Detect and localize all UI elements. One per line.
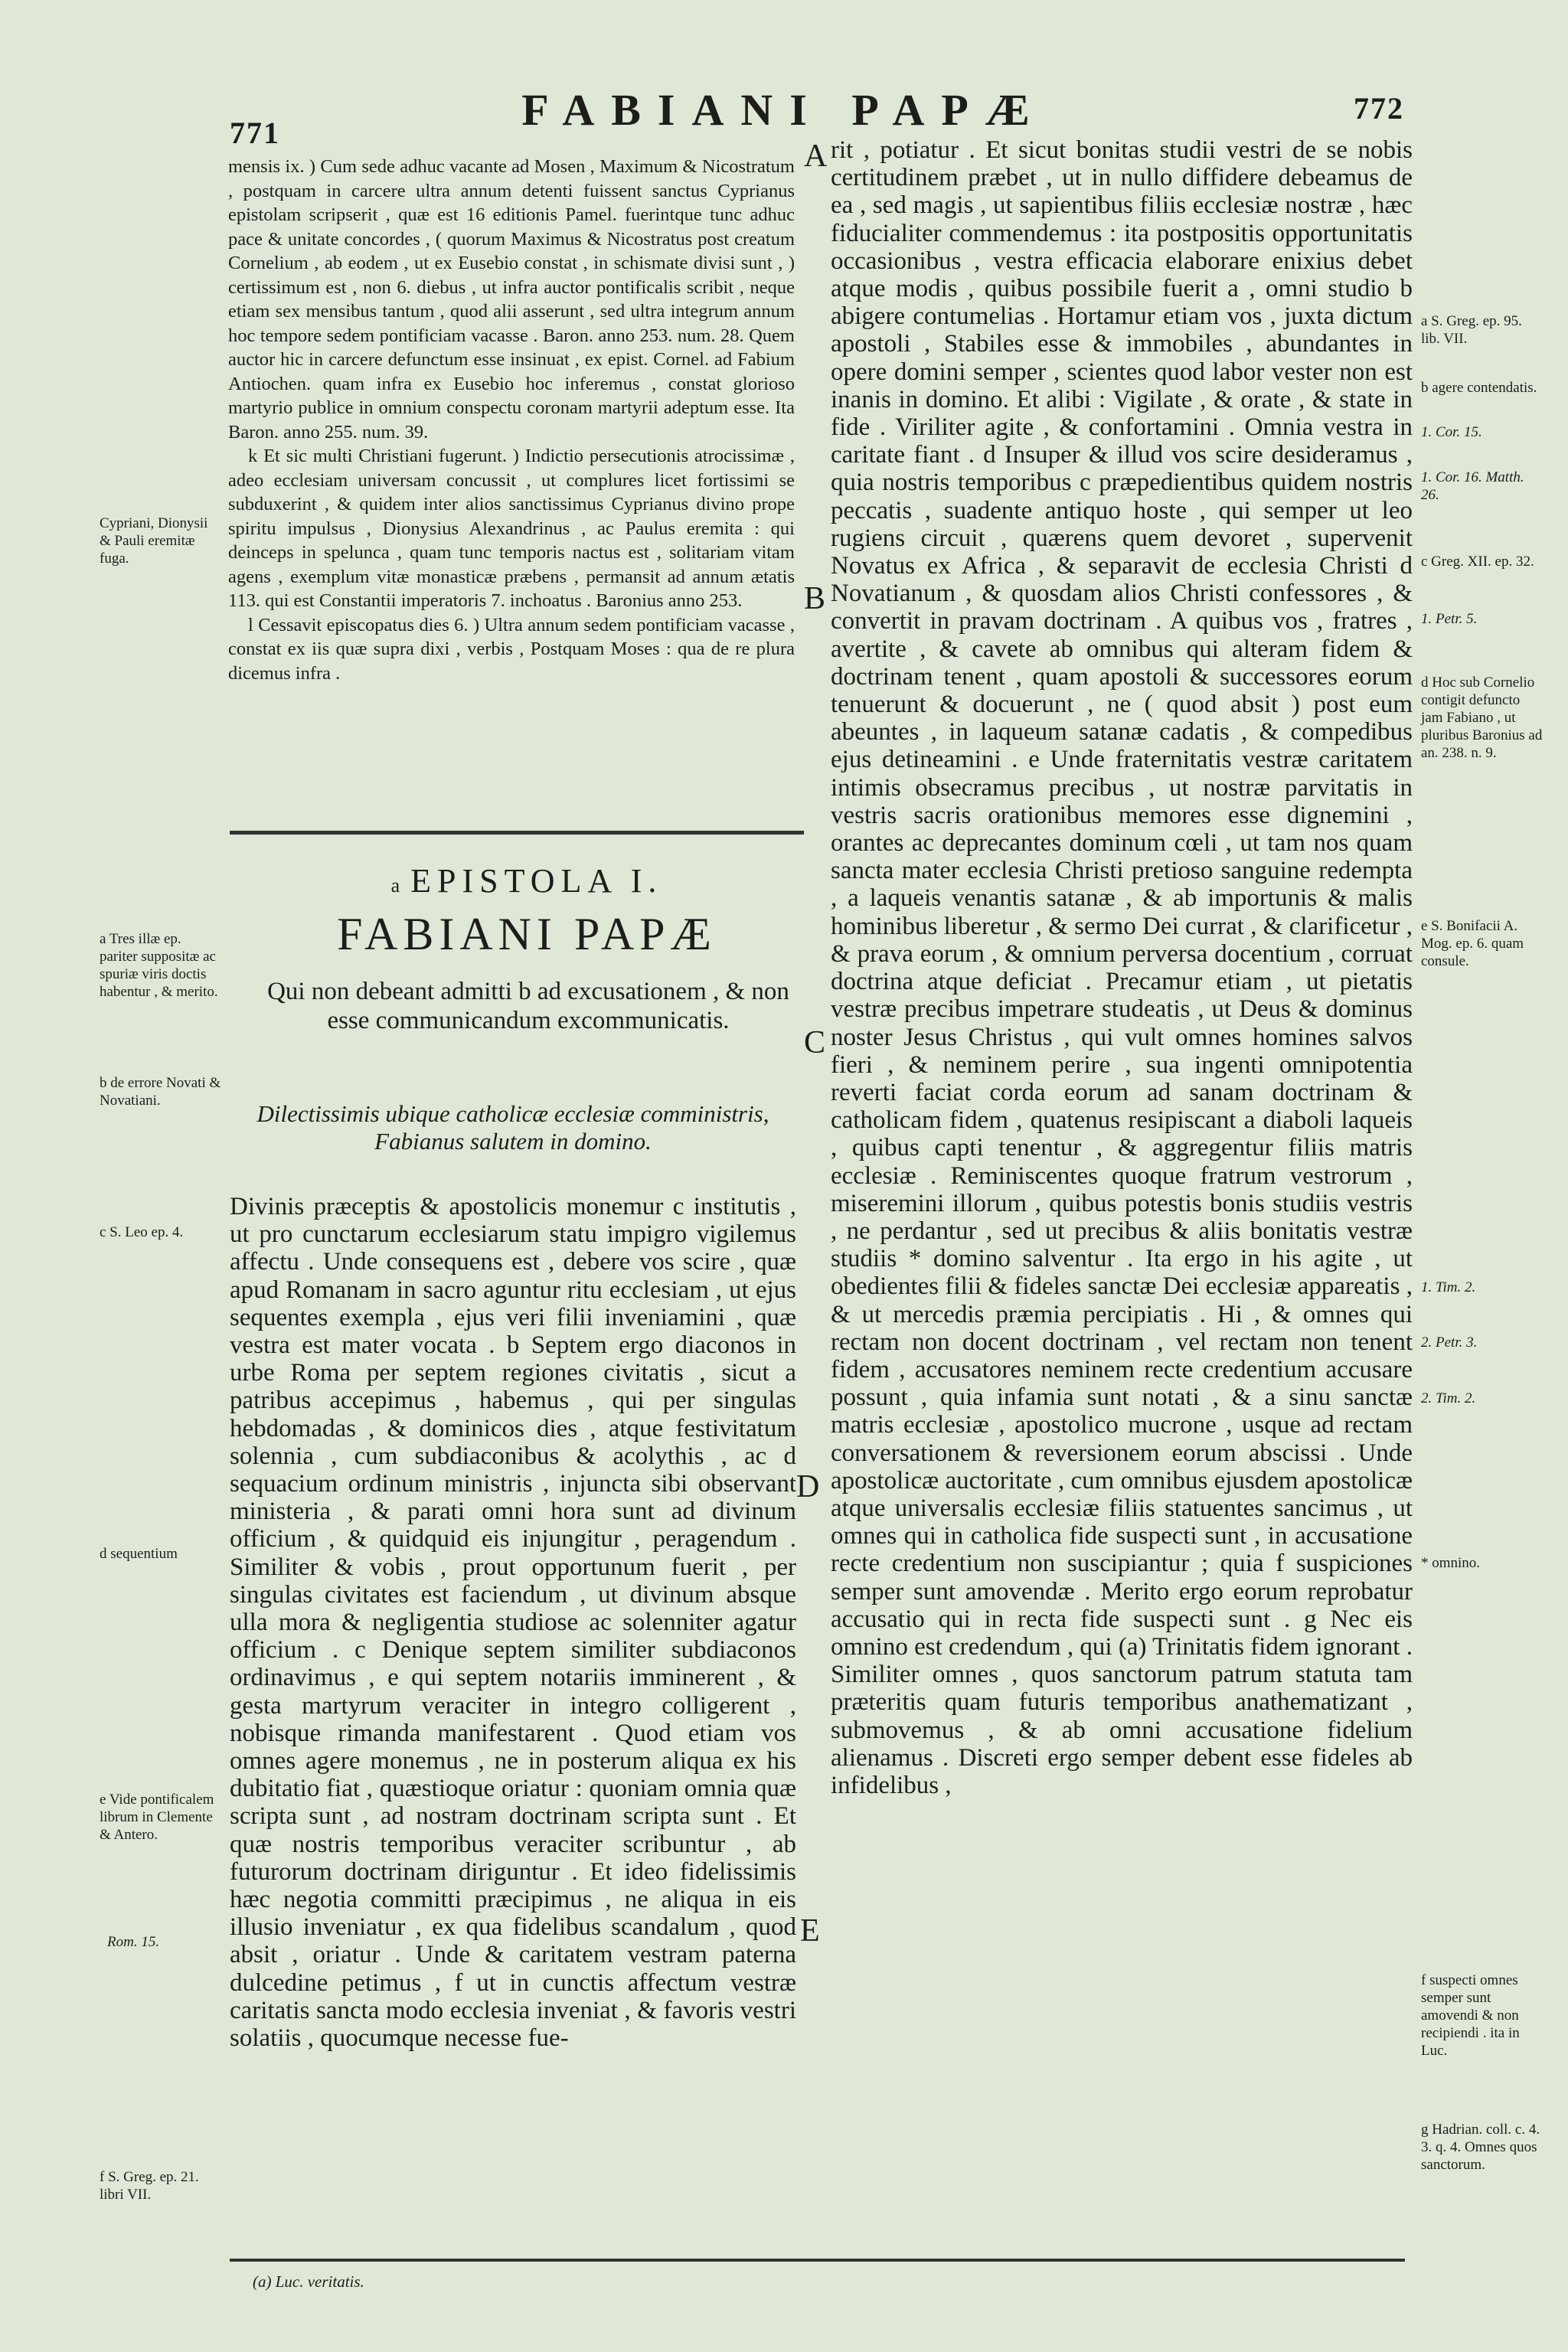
margin-f: f S. Greg. ep. 21. libri VII. [100,2169,199,2203]
rmargin-d: d Hoc sub Cornelio contigit defuncto jam Fabiano , ut pluribus Baronius ad an. 238. n. 9. [1421,675,1543,761]
epistle-subtitle: Qui non debeant admitti b ad excusationem , & non esse communicandum excommunicatis. [267,978,789,1034]
margin-e: e Vide pontificalem librum in Clemente & Antero. [100,1792,214,1843]
margin-b: b de errore Novati & Novatiani. [100,1075,221,1109]
rmargin-cor15: 1. Cor. 15. [1421,424,1482,440]
epistle-text: Divinis præceptis & apostolicis monemur c institutis , ut pro cunctarum ecclesiarum statu impigro vigilemus affectu . Unde consequens est , debere vos scire , quæ apud Romanam in sacro aguntur ritu ecclesiam , ut ejus sequentes exempla , ejus veri filii inveniamini , quæ vestra est mater vocata . b Septem ergo diaconos in urbe Roma per septem regiones civitatis , sicut a patribus accepimus , habemus , qui per singulas hebdomadas , & dominicos dies , atque festivitatum solennia , cum subdiaconibus & acolythis , ac d sequacium ordinum ministris , injuncta sibi observant ministeria , & parati omni hora sunt ad divinum officium , & quidquid eis injungitur , peragendum . Similiter & vobis , prout opportunum fuerit , per singulas civitates est faciendum , ut divinum absque ulla mora & negligentia studiose ac solenniter agatur officium . c Denique septem similiter subdiaconos ordinavimus , e qui septem notariis imminerent , & gesta martyrum veraciter in integro colligerent , nobisque rimanda manifestarent . Quod etiam vos omnes agere monemus , ne in posterum aliqua ex his dubitatio fiat , quæstioque oriatur : quoniam omnia quæ scripta sunt , ad nostram doctrinam scripta sunt . Et quæ nostris temporibus veraciter scribuntur , ab futurorum doctrinam diriguntur . Et ideo fidelissimis hæc negotia committi præcipimus , ne aliqua in eis illusio inveniatur , ex qua fidelibus scandalum , quod absit , oriatur . Unde & caritatem vestram paterna dulcedine petimus , f ut in cunctis affectum vestræ caritatis sancta modo ecclesia inveniat , & favoris vestri solatiis , quocumque necesse fue- [230,1193,796,2053]
epistle-salutation: Dilectissimis ubique catholicæ ecclesiæ comministris, Fabianus salutem in domino. [256,1100,769,1155]
rmargin-g: g Hadrian. coll. c. 4. 3. q. 4. Omnes quos sanctorum. [1421,2122,1540,2173]
note-k: k Et sic multi Christiani fugerunt. ) Indictio persecutionis atrocissimæ , adeo ecclesiam universam concussit , ut complures licet fortissimi se subduxerint , & quidem inter alios sanctissimus Cyprianus divino prope spiritu impulsus , Dionysius Alexandrinus , ac Paulus eremita : qui deinceps in spelunca , quam tunc temporis nactus est , solitariam vitam agens , exemplum vitæ monasticæ præbens , permansit ad annum ætatis 113. qui est Constantii imperatoris 7. inchoatus . Baronius anno 253. [228,446,795,611]
page-number-right: 772 [1354,91,1404,126]
section-letter-d: D [796,1469,820,1504]
section-letter-e: E [800,1913,820,1949]
footnote-rule [230,2259,1405,2262]
margin-c: c S. Leo ep. 4. [100,1224,184,1240]
epistle-heading [259,861,795,961]
section-letter-c: C [804,1025,826,1060]
rmargin-f: f suspecti omnes semper sunt amovendi & non recipiendi . ita in Luc. [1421,1972,1520,2059]
rmargin-c: c Greg. XII. ep. 32. [1421,554,1534,570]
rmargin-a: a S. Greg. ep. 95. lib. VII. [1421,313,1522,347]
rmargin-petr3: 2. Petr. 3. [1421,1334,1478,1351]
note-l: l Cessavit episcopatus dies 6. ) Ultra annum sedem pontificiam vacasse , constat ex iis quæ supra dixi , verbis , Postquam Moses : qua de re plura dicemus infra . [228,614,795,684]
rmargin-cor16: 1. Cor. 16. Matth. 26. [1421,469,1524,503]
page-number-left: 771 [230,116,280,150]
right-column [831,136,1413,2272]
margin-d: d sequentium [100,1546,178,1562]
section-letter-b: B [804,581,826,616]
rmargin-tim2: 1. Tim. 2. [1421,1279,1476,1295]
right-column-text: rit , potiatur . Et sicut bonitas studii vestri de se nobis certitudinem præbet , ut in nullo diffidere debeamus de ea , sed magis , ut sapientibus filiis ecclesiæ nostræ , hæc fiducialiter commendemus : ita postpositis opportunitatis occasionibus , vestra efficacia elaborare enixius debet atque modis , quibus possibile fuerit a , omni studio b abigere contumelias . Hortamur etiam vos , juxta dictum apostoli , Stabiles esse & immobiles , abundantes in opere domini semper , scientes quod labor vester non est inanis in domino. Et alibi : Vigilate , & orate , & state in fide . Viriliter agite , & confortamini . Omnia vestra in caritate fiant . d Insuper & illud vos scire desideramus , quia nostris temporibus c præpedientibus quidem nostris peccatis , suadente antiquo hoste , qui semper ut leo rugiens circuit , quærens quem devoret , supervenit Novatus ex Africa , & separavit de ecclesia Christi d Novatianum , & quosdam alios Christi confessores , & convertit in pravam doctrinam . A quibus vos , fratres , avertite , & cavete ab omnibus qui alteram fidem & doctrinam tenent , quam apostoli & successores eorum tenuerunt & docuerunt , ne ( quod absit ) post eum abeuntes , in laqueum satanæ cadatis , & compedibus ejus detineamini . e Unde fraternitatis vestræ caritatem intimis obsecramus precibus , ut nostræ parvitatis in vestris sacris orationibus memores esse dignemini , orantes ac deprecantes dominum cœli , ut tam nos quam sancta mater ecclesia Christi pretioso sanguine redempta , a laqueis venantis satanæ , & ab importunis & malis hominibus liberetur , & sermo Dei currat , & clarificetur , & prava eorum , & omnium perversa docentium , corruat doctrina atque deficiat . Precamur etiam , ut pietatis vestræ precibus impetrare studeatis , ut Deus & dominus noster Jesus Christus , qui vult omnes homines salvos fieri , & neminem perire , sua ingenti omnipotentia reverti faciat corda eorum ad sanam doctrinam & catholicam fidem , quatenus resipiscant a diaboli laqueis , quibus capti tenentur , & aggregentur filiis matris ecclesiæ . Reminiscentes quoque fratrum vestrorum , miseremini illorum , quibus potestis bonis studiis vestris , ne perdantur , sed ut precibus & aliis bonitatis vestræ studiis * domino salventur . Ita ergo in his agite , ut obedientes filii & fideles sanctæ Dei ecclesiæ appareatis , & ut mercedis præmia percipiatis . Hi , & omnes qui rectam non docent doctrinam , vel rectam non tenent fidem , accusatores neminem recte credentium accusare possunt , quia infamia sunt notati , & a sinu sanctæ matris ecclesiæ , apostolico mucrone , usque ad rectam conversationem & reversionem eorum abscissi . Unde apostolicæ auctoritate , cum omnibus ejusdem apostolicæ atque universalis ecclesiæ filiis statuentes sancimus , ut omnes qui in catholica fide suspecti sunt , in accusatione recte credentium non suscipiantur ; quia f suspiciones semper sunt amovendæ . Merito ergo eorum reprobatur accusatio qui in recta fide suspecti sunt . g Nec eis omnino est credendum , qui (a) Trinitatis fidem ignorant . Similiter omnes , quos sanctorum patrum statuta tam præteritis quam futuris temporibus anathematizant , submovemus , & ab omni accusatione fidelium alienamus . Discreti ergo semper debent esse fideles ab infidelibus , [831,136,1413,1799]
section-divider [230,831,804,835]
rmargin-e: e S. Bonifacii A. Mog. ep. 6. quam consule. [1421,918,1524,969]
rmargin-2tim2: 2. Tim. 2. [1421,1390,1476,1406]
running-title: FABIANI PAPÆ [521,85,1047,135]
epistle-body-left [230,1193,796,2230]
epistle-author: FABIANI PAPÆ [337,909,717,959]
margin-rom: Rom. 15. [107,1934,160,1950]
margin-note-cypriani: Cypriani, Dionysii & Pauli eremitæ fuga. [100,515,208,567]
footnote: (a) Luc. veritatis. [253,2272,364,2291]
section-letter-a: A [804,139,828,174]
rmargin-petr5: 1. Petr. 5. [1421,611,1478,627]
rmargin-b: b agere contendatis. [1421,380,1537,396]
left-notes [228,155,795,685]
epistle-title: EPISTOLA I. [410,862,663,900]
rmargin-omnino: * omnino. [1421,1555,1481,1571]
note-1: mensis ix. ) Cum sede adhuc vacante ad Mosen , Maximum & Nicostratum , postquam in carcere ultra annum detenti fuissent sanctus Cyprianus epistolam scripserit , quæ est 16 editionis Pamel. fuerintque tunc adhuc pace & unitate concordes , ( quorum Maximus & Nicostratus post creatum Cornelium , ab eodem , ut ex Eusebio constat , in schismate divisi sunt , ) certissimum est , non 6. diebus , ut infra auctor pontificalis scribit , neque etiam sex mensibus tantum , quod alii asserunt , sed ultra integrum annum hoc tempore sedem pontificiam vacasse . Baron. anno 253. num. 28. Quem auctor hic in carcere defunctum esse insinuat , ex epist. Cornel. ad Fabium Antiochen. quam infra ex Eusebio hoc inferemus , constat glorioso martyrio publice in omnium conspectu coronam martyrii adeptum esse. Ita Baron. anno 255. num. 39. [228,156,795,443]
epistle-marker: a [390,874,400,897]
margin-a: a Tres illæ ep. pariter suppositæ ac spuriæ viris doctis habentur , & merito. [100,931,218,1000]
